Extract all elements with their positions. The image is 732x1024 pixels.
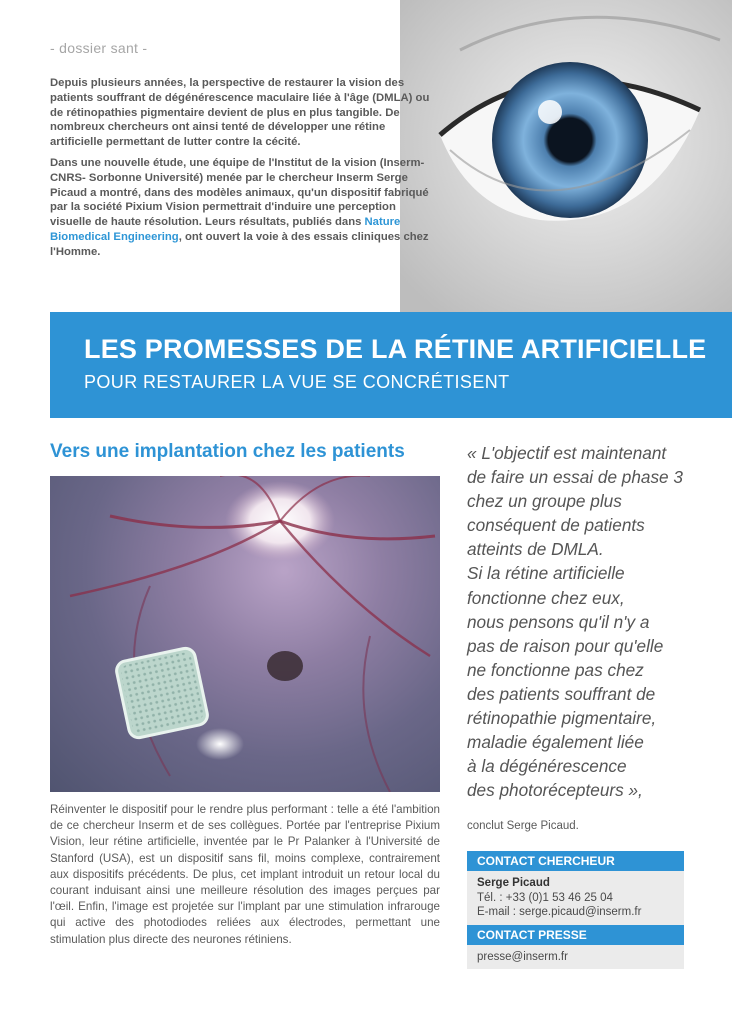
intro-paragraph-2-start: Dans une nouvelle étude, une équipe de l'Institut de la vision (Inserm-CNRS- Sorbonne Université) menée par le chercheur Inserm Serge Picaud a montré, dans des modèles animaux, qu'un dispositif fabriqué par la société Pixium Vision permettrait d'induire une perception visuelle de haute résolution. Leurs résultats, publiés dans xyxy=(50,156,429,229)
quote-line: atteints de DMLA. xyxy=(467,539,604,560)
contact-researcher-name: Serge Picaud xyxy=(477,877,550,889)
quote-line: de faire un essai de phase 3 xyxy=(467,467,683,488)
eye-photo xyxy=(400,0,732,312)
quote-line: nous pensons qu'il n'y a xyxy=(467,611,650,632)
intro-text xyxy=(50,76,430,266)
contact-press-body xyxy=(467,945,684,970)
eye-illustration xyxy=(400,0,732,312)
pull-quote xyxy=(467,441,717,802)
title-banner xyxy=(50,312,732,418)
contact-press-email[interactable]: presse@inserm.fr xyxy=(477,950,568,963)
section-heading: Vers une implantation chez les patients xyxy=(50,441,405,462)
quote-attribution: conclut Serge Picaud. xyxy=(467,820,579,832)
quote-line: des patients souffrant de xyxy=(467,683,656,704)
quote-line: chez un groupe plus xyxy=(467,491,622,512)
nature-biomedical-engineering-link[interactable]: Nature Biomedical Engineering xyxy=(50,216,401,243)
dossier-tag: - dossier sant - xyxy=(50,40,148,56)
quote-line: fonctionne chez eux, xyxy=(467,587,625,608)
intro-paragraph-2-end: , ont ouvert la voie à des essais cliniques chez l'Homme. xyxy=(50,230,429,258)
quote-line: « L'objectif est maintenant xyxy=(467,443,667,463)
quote-line: conséquent de patients xyxy=(467,515,645,536)
quote-line: pas de raison pour qu'elle xyxy=(467,635,664,656)
contact-researcher-email[interactable]: E-mail : serge.picaud@inserm.fr xyxy=(477,906,642,918)
contact-researcher-header: CONTACT CHERCHEUR xyxy=(467,851,684,871)
quote-line: maladie également liée xyxy=(467,732,644,753)
banner-subtitle: POUR RESTAURER LA VUE SE CONCRÉTISENT xyxy=(84,372,510,392)
contact-box xyxy=(467,851,684,969)
contact-press-header: CONTACT PRESSE xyxy=(467,925,684,945)
intro-paragraph-1: Depuis plusieurs années, la perspective de restaurer la vision des patients souffrant de dégénérescence maculaire liée à l'âge (DMLA) ou de rétinopathies pigmentaire devient de plus en plus tangible. De nombreux chercheurs ont ainsi tenté de développer une rétine artificielle permettant de lutter contre la cécité. xyxy=(50,77,430,149)
quote-line: rétinopathie pigmentaire, xyxy=(467,708,657,729)
retina-illustration xyxy=(50,476,440,792)
quote-line: ne fonctionne pas chez xyxy=(467,659,644,680)
contact-researcher-phone[interactable]: Tél. : +33 (0)1 53 46 25 04 xyxy=(477,891,613,904)
contact-researcher-body xyxy=(467,871,684,925)
quote-line: des photorécepteurs », xyxy=(467,780,643,801)
retina-implant-photo xyxy=(50,476,440,792)
intro-paragraph-2 xyxy=(50,156,430,260)
section-body-text: Réinventer le dispositif pour le rendre plus performant : telle a été l'ambition de ce chercheur Inserm et de ses collègues. Portée par l'entreprise Pixium Vision, leur rétine artificielle, inventée par le Pr Palanker à l'Université de Stanford (USA), est un dispositif sans fil, moins complexe, contrairement aux dispositifs précédents. De plus, cet implant introduit un retour local du courant induisant ainsi une meilleure résolution des images perçues par l'œil. Enfin, l'image est projetée sur l'implant par une stimulation infrarouge qui active des photodiodes reliées aux électrodes, permettant une stimulation plus directe des neurones rétiniens. xyxy=(50,803,440,946)
banner-title: LES PROMESSES DE LA RÉTINE ARTIFICIELLE xyxy=(84,334,707,364)
quote-line: Si la rétine artificielle xyxy=(467,563,625,584)
quote-line: à la dégénérescence xyxy=(467,756,627,777)
